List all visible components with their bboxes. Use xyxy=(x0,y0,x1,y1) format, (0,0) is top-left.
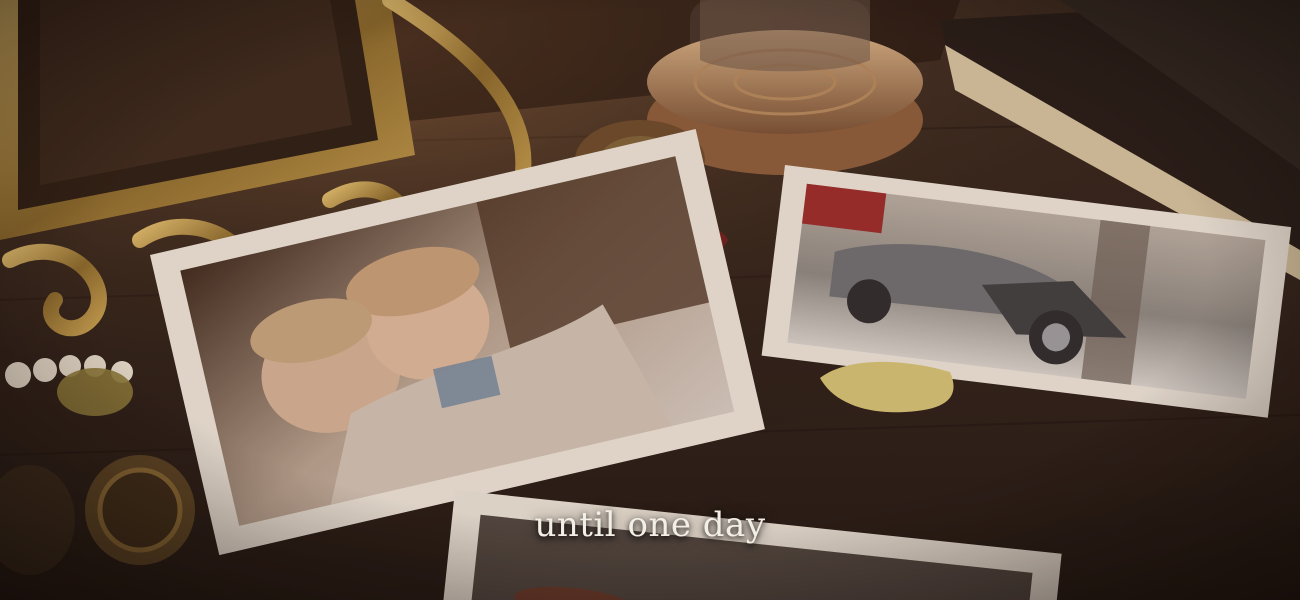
subtitle-caption: until one day xyxy=(534,505,766,545)
